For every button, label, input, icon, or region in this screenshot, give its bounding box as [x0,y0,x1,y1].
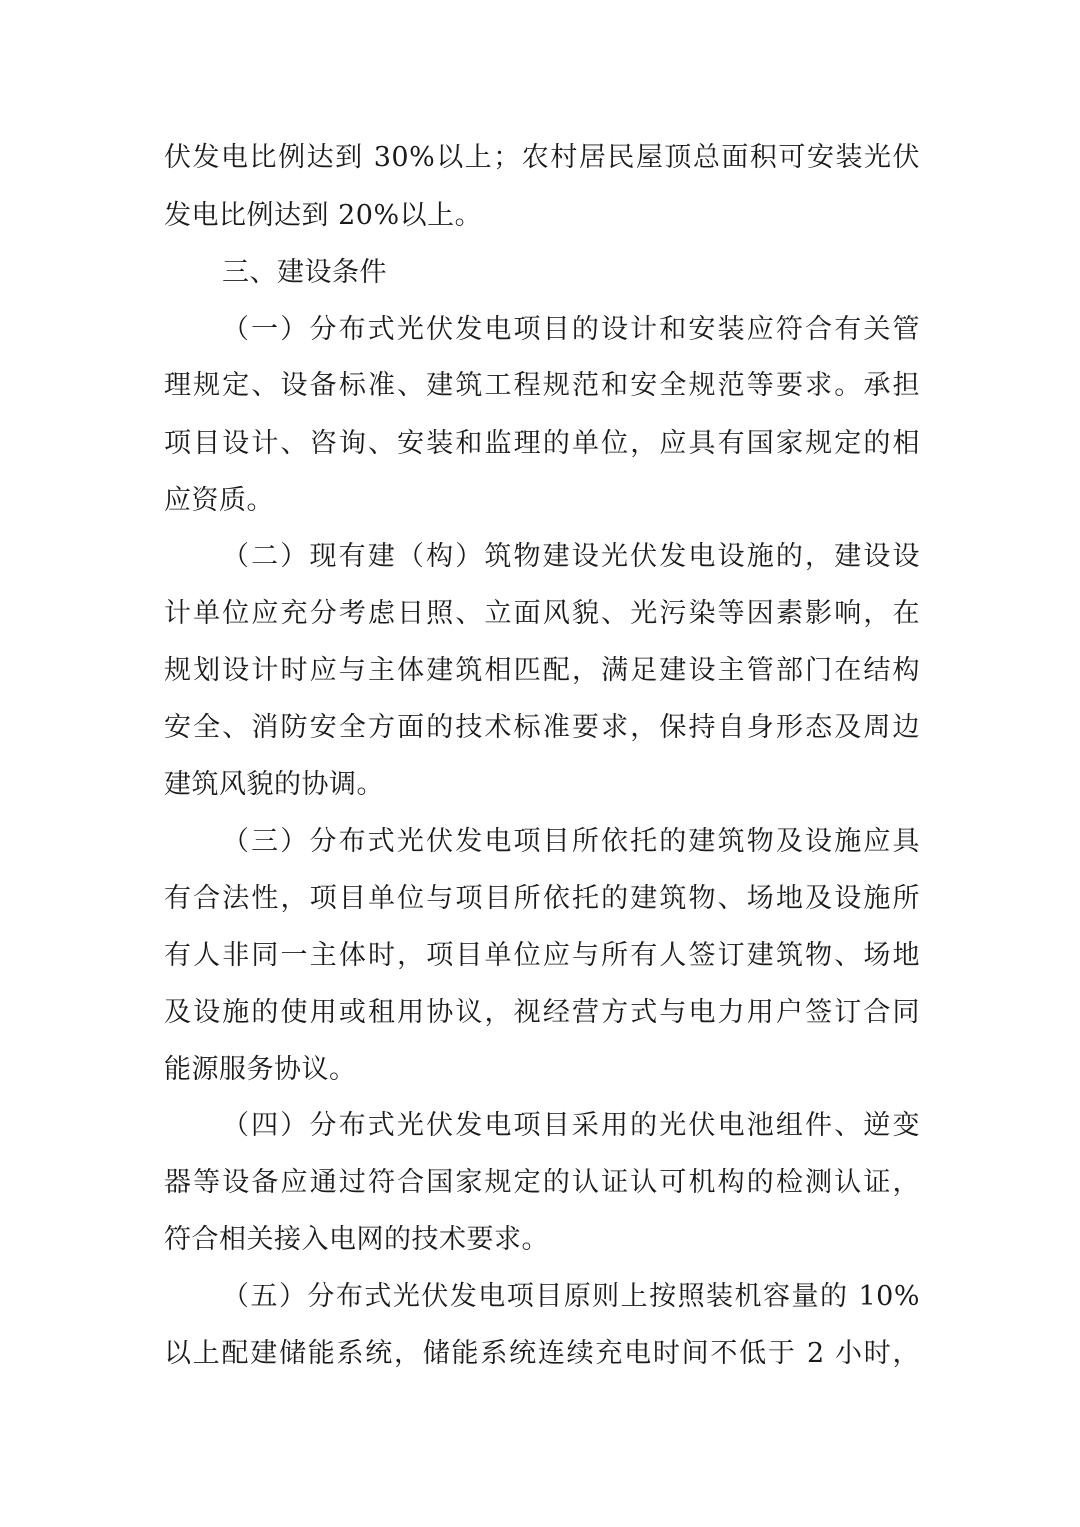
text-line: （四）分布式光伏发电项目采用的光伏电池组件、逆变 [222,1110,920,1141]
text-line: 能源服务协议。 [164,1054,357,1085]
text-line: 有合法性，项目单位与项目所依托的建筑物、场地及设施所 [164,883,920,914]
text-line: 应资质。 [164,485,274,516]
text-line: （五）分布式光伏发电项目原则上按照装机容量的 10% [222,1281,920,1312]
text-line: 计单位应充分考虑日照、立面风貌、光污染等因素影响，在 [164,598,920,629]
text-line: 器等设备应通过符合国家规定的认证认可机构的检测认证， [164,1167,920,1198]
text-line: 发电比例达到 20%以上。 [164,200,483,231]
text-line: 项目设计、咨询、安装和监理的单位，应具有国家规定的相 [164,428,920,459]
text-line: 安全、消防安全方面的技术标准要求，保持自身形态及周边 [164,712,920,743]
text-line: 及设施的使用或租用协议，视经营方式与电力用户签订合同 [164,997,920,1028]
text-line: （二）现有建（构）筑物建设光伏发电设施的，建设设 [222,541,920,572]
text-line: 伏发电比例达到 30%以上；农村居民屋顶总面积可安装光伏 [164,142,920,173]
text-line: 以上配建储能系统，储能系统连续充电时间不低于 2 小时， [164,1338,920,1369]
text-line: 建筑风貌的协调。 [164,769,384,800]
section-heading: 三、建设条件 [222,257,387,288]
text-line: 理规定、设备标准、建筑工程规范和安全规范等要求。承担 [164,370,920,401]
text-line: （三）分布式光伏发电项目所依托的建筑物及设施应具 [222,826,920,857]
text-line: 有人非同一主体时，项目单位应与所有人签订建筑物、场地 [164,940,920,971]
text-line: （一）分布式光伏发电项目的设计和安装应符合有关管 [222,314,920,345]
text-line: 符合相关接入电网的技术要求。 [164,1224,549,1255]
text-line: 规划设计时应与主体建筑相匹配，满足建设主管部门在结构 [164,655,920,686]
